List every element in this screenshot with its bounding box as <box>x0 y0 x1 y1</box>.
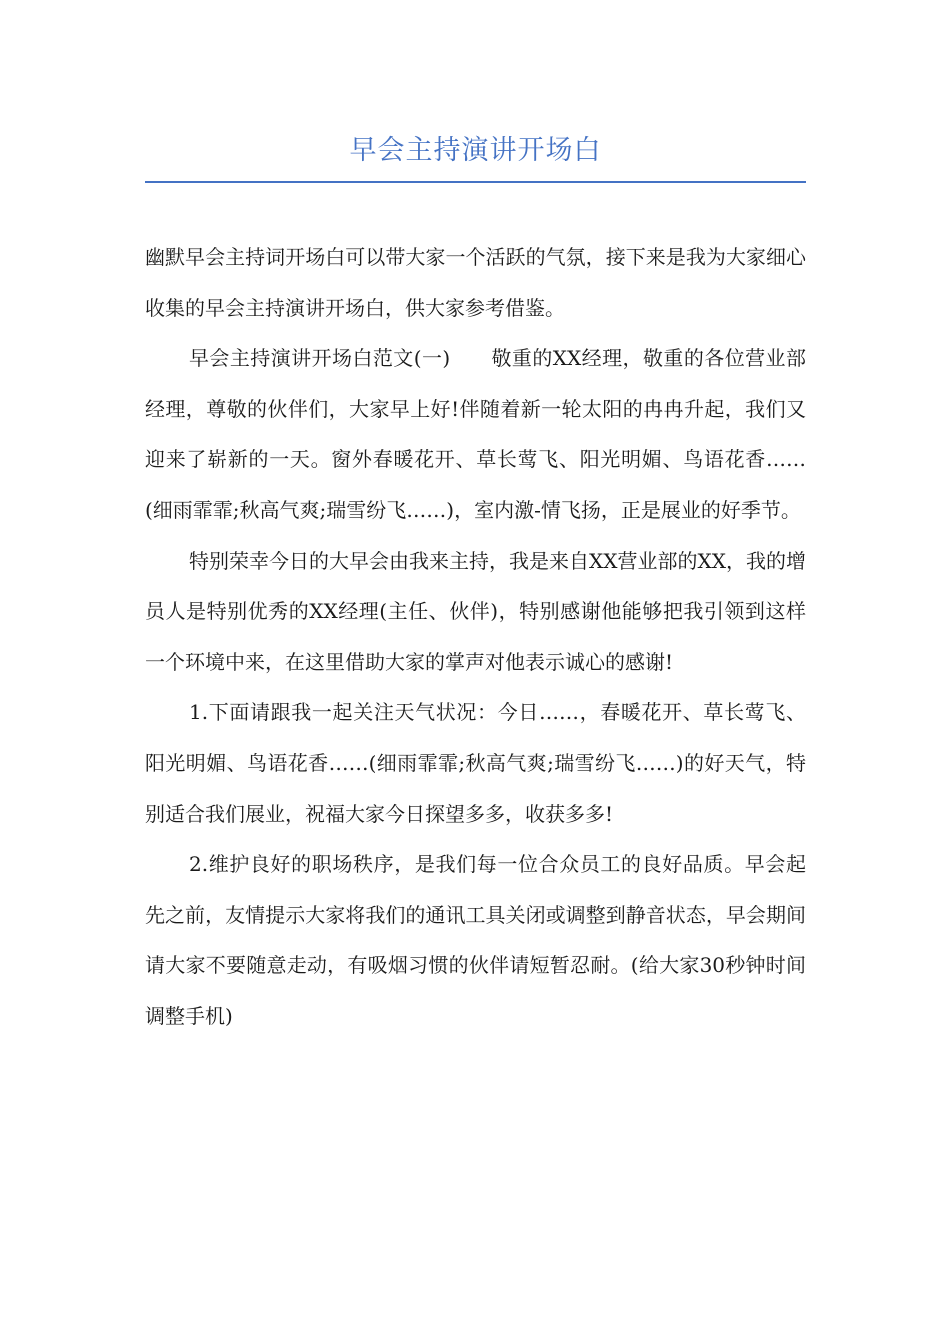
paragraph-self-introduction: 特别荣幸今日的大早会由我来主持，我是来自XX营业部的XX，我的增员人是特别优秀的XX经理(主任、伙伴)，特别感谢他能够把我引领到这样一个环境中来，在这里借助大家的掌声对他表示诚心的感谢! <box>145 548 806 674</box>
document-body <box>145 232 806 1042</box>
paragraph-order: 2.维护良好的职场秩序，是我们每一位合众员工的良好品质。早会起先之前，友情提示大家将我们的通讯工具关闭或调整到静音状态，早会期间请大家不要随意走动，有吸烟习惯的伙伴请短暂忍耐。(给大家30秒钟时间调整手机) <box>145 852 806 1028</box>
title-underline <box>145 181 806 183</box>
paragraph-weather: 1.下面请跟我一起关注天气状况：今日……，春暖花开、草长莺飞、阳光明媚、鸟语花香……(细雨霏霏;秋高气爽;瑞雪纷飞……)的好天气，特别适合我们展业，祝福大家今日探望多多，收获多多! <box>145 700 806 826</box>
paragraph-intro: 幽默早会主持词开场白可以带大家一个活跃的气氛，接下来是我为大家细心收集的早会主持演讲开场白，供大家参考借鉴。 <box>145 245 806 320</box>
paragraph-sample-one: 早会主持演讲开场白范文(一) 敬重的XX经理，敬重的各位营业部经理，尊敬的伙伴们，大家早上好!伴随着新一轮太阳的冉冉升起，我们又迎来了崭新的一天。窗外春暖花开、草长莺飞、阳光明媚、鸟语花香……(细雨霏霏;秋高气爽;瑞雪纷飞……)，室内激-情飞扬，正是展业的好季节。 <box>145 346 806 522</box>
document-title: 早会主持演讲开场白 <box>349 135 602 166</box>
